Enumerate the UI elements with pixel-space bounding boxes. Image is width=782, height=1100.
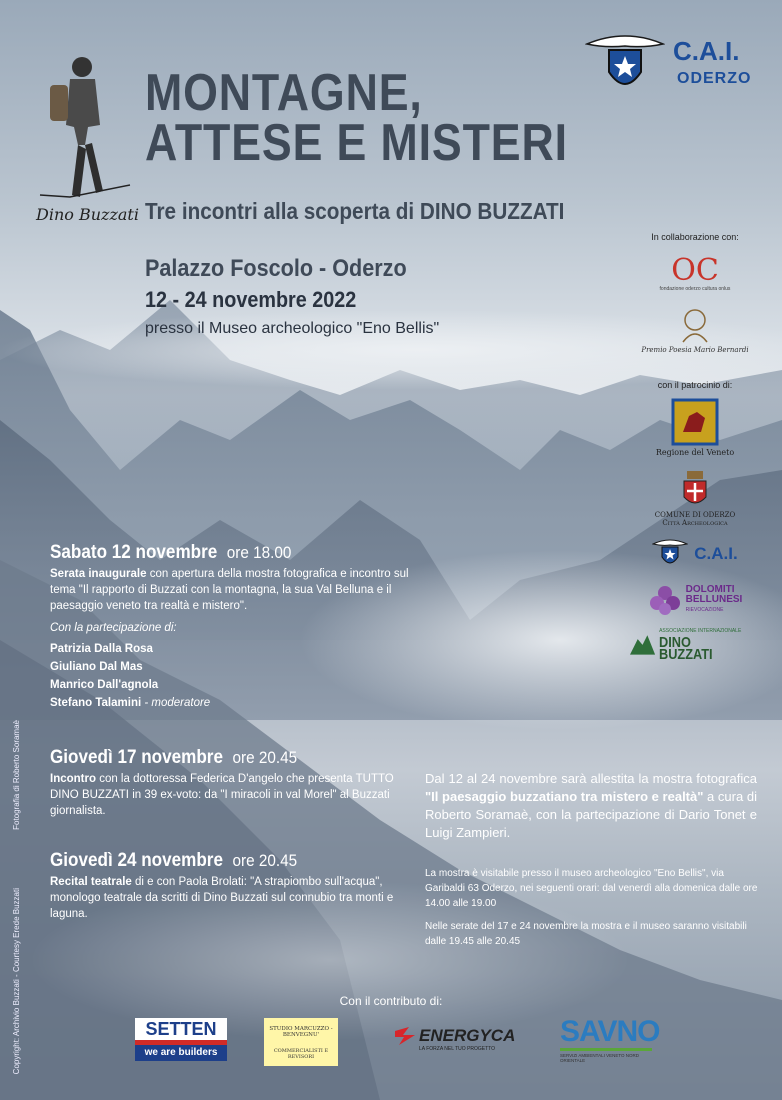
event-2-day: Giovedì 17 novembre xyxy=(50,747,223,768)
title-line-2: ATTESE E MISTERI xyxy=(145,114,568,172)
dolomiti-title-2: BELLUNESI xyxy=(685,594,743,605)
dolomiti-title-3: RIEVOCAZIONE xyxy=(685,607,724,613)
regione-veneto-logo xyxy=(630,398,760,457)
oc-logo-mark: OC xyxy=(671,253,719,288)
cai-small-name: C.A.I. xyxy=(694,544,738,563)
hours-paragraph-1: La mostra è visitabile presso il museo archeologico "Eno Bellis", via Garibaldi 63 Oderzo, nei seguenti orari: dal venerdì alla domenica dalle ore 14.00 alle 19.00 xyxy=(425,868,758,909)
event-3-text: di e con Paola Brolati: "A strapiombo sull'acqua", monologo teatrale da scritti di Dino Buzzati sul connubio tra monti e laguna. xyxy=(50,876,394,920)
setten-tagline: we are builders xyxy=(135,1045,227,1061)
dolomiti-flower-icon xyxy=(648,583,682,617)
sponsor-logos-column xyxy=(630,232,760,661)
event-1-description xyxy=(50,566,422,614)
comune-oderzo-logo xyxy=(630,471,760,527)
event-2 xyxy=(50,747,422,819)
comune-crest-icon xyxy=(682,471,708,509)
veneto-lion-shield-icon xyxy=(671,398,719,446)
event-1-lead: Serata inaugurale xyxy=(50,568,147,580)
event-3-lead: Recital teatrale xyxy=(50,876,132,888)
associazione-buzzati-logo xyxy=(630,625,760,661)
moderator-role: - moderatore xyxy=(141,697,211,709)
event-2-text: con la dottoressa Federica D'angelo che presenta TUTTO DINO BUZZATI in 39 ex-voto: da "I miracoli in val Morel" al Buzzati giornalista. xyxy=(50,773,394,817)
setten-logo xyxy=(135,1018,227,1066)
event-1-text: con apertura della mostra fotografica e incontro sul tema "Il rapporto di Buzzati con la montagna, la sua Val Belluna e il paesaggio veneto tra realtà e mistero". xyxy=(50,568,409,612)
comune-caption-1: COMUNE DI ODERZO xyxy=(654,511,736,519)
oc-logo-caption: fondazione oderzo cultura onlus xyxy=(659,286,731,292)
energyca-tagline: LA FORZA NEL TUO PROGETTO xyxy=(419,1046,496,1052)
copyright-credit: Copyright: Archivio Buzzati - Courtesy Erede Buzzati xyxy=(12,888,21,1075)
poster-title xyxy=(145,64,568,172)
event-3 xyxy=(50,850,422,922)
exhibit-pre: Dal 12 al 24 novembre sarà allestita la mostra fotografica xyxy=(425,771,757,786)
event-3-time: ore 20.45 xyxy=(232,851,298,870)
savno-logo xyxy=(560,1015,660,1064)
hiker-figure-icon xyxy=(30,45,140,225)
event-1-participation-label: Con la partecipazione di: xyxy=(50,622,177,634)
comune-caption-2: Città Archeologica xyxy=(662,519,728,527)
title-line-1: MONTAGNE, xyxy=(145,64,423,122)
poster-subtitle: Tre incontri alla scoperta di DINO BUZZATI xyxy=(145,198,565,224)
event-3-description xyxy=(50,874,422,922)
buzzati-assoc-caption: ASSOCIAZIONE INTERNAZIONALE xyxy=(659,628,742,634)
cai-small-shield-icon xyxy=(652,537,688,571)
studio-marcuzzo-logo xyxy=(264,1018,338,1066)
event-2-heading xyxy=(50,747,385,768)
savno-tagline: SERVIZI AMBIENTALI VENETO NORD ORIENTALE xyxy=(560,1053,640,1063)
cai-eagle-shield-icon xyxy=(585,30,665,100)
buzzati-signature: Dino Buzzati xyxy=(36,205,139,224)
event-2-lead: Incontro xyxy=(50,773,96,785)
event-1-day: Sabato 12 novembre xyxy=(50,542,218,563)
event-1 xyxy=(50,542,422,712)
event-3-day: Giovedì 24 novembre xyxy=(50,850,223,871)
event-1-participants xyxy=(50,640,422,712)
event-dates: 12 - 24 novembre 2022 xyxy=(145,287,357,312)
photo-credit: Fotografia di Roberto Soramaè xyxy=(12,720,21,830)
exhibit-post: a cura di Roberto Soramaè, con la partecipazione di Dario Tonet e Luigi Zampieri. xyxy=(425,789,757,840)
exhibition-description xyxy=(425,770,757,842)
participant-name: Patrizia Dalla Rosa xyxy=(50,643,153,655)
energyca-mark-icon xyxy=(395,1027,415,1045)
cai-oderzo-logo xyxy=(585,30,765,100)
moderator-name: Stefano Talamini xyxy=(50,697,142,709)
premio-logo xyxy=(630,304,760,354)
premio-caption: Premio Poesia Mario Bernardi xyxy=(641,346,749,354)
buzzati-assoc-mountain-icon xyxy=(630,631,655,655)
participant-moderator xyxy=(50,694,422,712)
energyca-name: ENERGYCA xyxy=(419,1026,516,1045)
buzzati-hiker-illustration xyxy=(30,45,140,225)
event-1-time: ore 18.00 xyxy=(226,543,292,562)
studio-name: STUDIO MARCUZZO - BENVEGNU' xyxy=(269,1026,333,1038)
buzzati-assoc-name: DINO BUZZATI xyxy=(659,634,713,663)
event-2-time: ore 20.45 xyxy=(232,748,298,767)
event-3-heading xyxy=(50,850,385,871)
cai-city: ODERZO xyxy=(677,70,752,87)
event-2-description xyxy=(50,771,422,819)
dolomiti-title-1: DOLOMITI xyxy=(685,584,735,595)
sponsors-label: Con il contributo di: xyxy=(339,994,443,1008)
energyca-logo xyxy=(395,1026,519,1074)
museum-location: presso il Museo archeologico "Eno Bellis" xyxy=(145,320,440,337)
studio-sub: COMMERCIALISTI E REVISORI xyxy=(273,1048,329,1060)
veneto-caption: Regione del Veneto xyxy=(655,448,735,457)
setten-name: SETTEN xyxy=(135,1018,227,1045)
premio-portrait-icon xyxy=(675,304,715,344)
participant-name: Giuliano Dal Mas xyxy=(50,661,143,673)
exhibition-hours xyxy=(425,866,760,957)
collab-label: In collaborazione con: xyxy=(651,232,739,242)
cai-name: C.A.I. xyxy=(673,36,740,66)
venue: Palazzo Foscolo - Oderzo xyxy=(145,255,407,282)
savno-name: SAVNO xyxy=(560,1015,660,1048)
participant-name: Manrico Dall'agnola xyxy=(50,679,159,691)
exhibit-title: "Il paesaggio buzzatiano tra mistero e realtà" xyxy=(425,789,704,804)
oc-logo xyxy=(630,253,760,292)
patrocinio-label: con il patrocinio di: xyxy=(657,380,733,390)
cai-small-logo xyxy=(630,537,760,571)
event-1-heading xyxy=(50,542,385,563)
dolomiti-bellunesi-logo xyxy=(630,583,760,617)
hours-paragraph-2: Nelle serate del 17 e 24 novembre la mostra e il museo saranno visitabili dalle 19.45 alle 20.45 xyxy=(425,921,747,947)
